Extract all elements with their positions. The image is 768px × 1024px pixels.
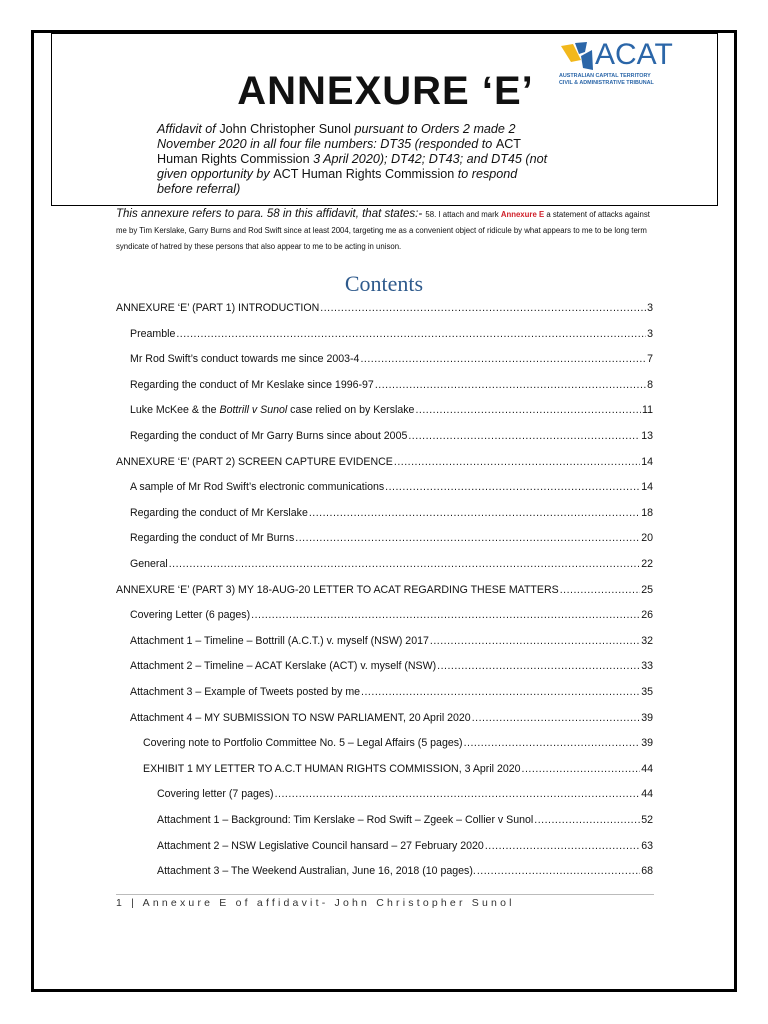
affidavit-text: pursuant to Orders 2 made 2 November 2020 in all four file numbers: DT35 (responded to <box>157 122 516 151</box>
toc-entry-label: Regarding the conduct of Mr Kerslake <box>130 506 308 519</box>
toc-entry-page: 18 <box>641 506 653 519</box>
toc-entry-page: 39 <box>641 737 653 750</box>
toc-entry-page: 3 <box>647 327 653 340</box>
toc-leader-dots <box>534 814 640 826</box>
toc-leader-dots <box>360 353 646 365</box>
footer-page-number: 1 <box>116 897 126 909</box>
toc-leader-dots <box>361 686 640 698</box>
toc-entry-page: 44 <box>641 762 653 775</box>
toc-entry-label: Attachment 1 – Timeline – Bottrill (A.C.T.) v. myself (NSW) 2017 <box>130 634 429 647</box>
toc-entry[interactable] <box>157 814 653 832</box>
header-box <box>51 33 718 206</box>
toc-entry-page: 13 <box>641 430 653 442</box>
toc-entry-label: Covering letter (7 pages) <box>157 788 274 801</box>
toc-entry[interactable] <box>143 737 653 755</box>
toc-leader-dots <box>415 404 641 416</box>
toc-entry[interactable] <box>143 763 653 781</box>
acat-logo-subtitle <box>559 73 654 87</box>
toc-leader-dots <box>472 712 641 724</box>
toc-entry-label: Preamble <box>130 327 176 340</box>
page-footer <box>116 897 515 909</box>
toc-leader-dots <box>394 456 640 468</box>
intro-text: 58. I attach and mark <box>425 210 501 219</box>
toc-entry-page: 8 <box>647 378 653 391</box>
acat-logo-line1: AUSTRALIAN CAPITAL TERRITORY <box>559 73 651 79</box>
toc-entry-label: Attachment 2 – Timeline – ACAT Kerslake (ACT) v. myself (NSW) <box>130 660 437 673</box>
acat-logo <box>557 40 697 95</box>
toc-entry[interactable] <box>116 456 653 474</box>
intro-lead: This annexure refers to para. 58 in this affidavit, that states:- <box>116 208 426 220</box>
toc-entry-page: 3 <box>647 302 653 314</box>
toc-entry-page: 7 <box>647 353 653 366</box>
toc-entry-page: 63 <box>641 839 653 852</box>
toc-entry[interactable] <box>130 558 653 576</box>
toc-entry[interactable] <box>130 507 653 525</box>
toc-entry-page: 32 <box>641 634 653 647</box>
toc-leader-dots <box>408 430 640 442</box>
toc-entry-label: Regarding the conduct of Mr Keslake since 1996-97 <box>130 378 374 391</box>
toc-entry-label: Covering note to Portfolio Committee No. 5 – Legal Affairs (5 pages) <box>143 737 463 750</box>
affidavit-commission: ACT Human Rights Commission <box>157 137 521 166</box>
toc-entry[interactable] <box>130 328 653 346</box>
toc-entry-page: 11 <box>642 404 653 417</box>
toc-leader-dots <box>169 558 641 570</box>
footer-divider <box>116 894 654 895</box>
affidavit-deponent: John Christopher Sunol <box>219 122 355 136</box>
toc-entry-page: 14 <box>641 481 653 494</box>
affidavit-description <box>157 122 552 197</box>
toc-entry[interactable] <box>130 686 653 704</box>
toc-entry[interactable] <box>130 635 653 653</box>
toc-entry[interactable] <box>116 302 653 320</box>
toc-entry-label: Regarding the conduct of Mr Garry Burns since about 2005 <box>130 430 408 442</box>
toc-entry[interactable] <box>130 430 653 448</box>
toc-entry-label: ANNEXURE ‘E’ (PART 2) SCREEN CAPTURE EVIDENCE <box>116 455 393 468</box>
toc-entry-page: 52 <box>641 814 653 826</box>
toc-entry-page: 14 <box>641 455 653 468</box>
toc-leader-dots <box>275 788 641 800</box>
affidavit-text: to respond before referral) <box>157 167 518 196</box>
toc-leader-dots <box>430 635 640 647</box>
toc-entry[interactable] <box>130 481 653 499</box>
toc-leader-dots <box>522 763 641 775</box>
toc-entry-page: 25 <box>641 583 653 596</box>
contents-heading: Contents <box>344 271 424 296</box>
toc-entry-label: Attachment 2 – NSW Legislative Council hansard – 27 February 2020 <box>157 839 484 852</box>
toc-entry[interactable] <box>130 404 653 422</box>
annexure-mark: Annexure E <box>500 210 545 219</box>
toc-entry-label: Attachment 3 – The Weekend Australian, June 16, 2018 (10 pages). <box>157 865 476 878</box>
toc-entry[interactable] <box>130 609 653 627</box>
toc-leader-dots <box>320 302 646 314</box>
toc-leader-dots <box>309 507 640 519</box>
page-title: ANNEXURE ‘E’ <box>237 69 534 113</box>
toc-entry[interactable] <box>130 353 653 371</box>
toc-entry[interactable] <box>116 584 653 602</box>
toc-entry-label: EXHIBIT 1 MY LETTER TO A.C.T HUMAN RIGHTS COMMISSION, 3 April 2020 <box>143 762 521 775</box>
affidavit-commission: ACT Human Rights Commission <box>273 167 455 181</box>
annexure-intro <box>116 206 656 255</box>
toc-entry-page: 22 <box>641 558 653 570</box>
toc-entry-page: 35 <box>641 686 653 698</box>
toc-leader-dots <box>295 532 640 544</box>
toc-entry-page: 68 <box>641 865 653 878</box>
toc-leader-dots <box>485 840 640 852</box>
toc-entry-page: 33 <box>641 660 653 673</box>
toc-entry[interactable] <box>130 379 653 397</box>
intro-text: a statement of attacks against me by Tim Kerslake, Garry Burns and Rod Swift since at least 2004, targeting me as a convenient object of ridicule by what appears to me to be long term syndicate of hatred by these persons that also appear to me to be acting in unison. <box>116 210 650 251</box>
toc-entry-label: General <box>130 558 168 570</box>
toc-leader-dots <box>437 660 640 672</box>
toc-entry-label: A sample of Mr Rod Swift’s electronic communications <box>130 481 385 494</box>
toc-entry-page: 39 <box>641 711 653 724</box>
toc-entry-page: 44 <box>641 788 653 801</box>
footer-separator: | <box>125 897 143 909</box>
toc-entry[interactable] <box>157 840 653 858</box>
toc-entry-label: Covering Letter (6 pages) <box>130 609 251 622</box>
toc-entry-page: 20 <box>641 532 653 545</box>
toc-entry-label: Regarding the conduct of Mr Burns <box>130 532 295 545</box>
toc-entry[interactable] <box>157 788 653 806</box>
toc-leader-dots <box>560 584 641 596</box>
toc-entry[interactable] <box>157 865 653 883</box>
toc-leader-dots <box>464 737 641 749</box>
toc-entry[interactable] <box>130 712 653 730</box>
toc-leader-dots <box>477 865 640 877</box>
toc-entry-label: ANNEXURE ‘E’ (PART 1) INTRODUCTION <box>116 302 320 314</box>
toc-entry[interactable] <box>130 532 653 550</box>
toc-entry-label: Luke McKee & the Bottrill v Sunol case relied on by Kerslake <box>130 404 415 417</box>
footer-text: Annexure E of affidavit- John Christopher Sunol <box>142 897 515 909</box>
acat-logo-icon <box>559 40 595 74</box>
toc-entry-page: 26 <box>641 609 653 622</box>
acat-logo-line2: CIVIL & ADMINISTRATIVE TRIBUNAL <box>559 80 654 86</box>
toc-leader-dots <box>251 609 640 621</box>
toc-leader-dots <box>375 379 646 391</box>
toc-leader-dots <box>176 328 646 340</box>
toc-entry-label: Attachment 4 – MY SUBMISSION TO NSW PARLIAMENT, 20 April 2020 <box>130 711 471 724</box>
toc-entry-label: Attachment 3 – Example of Tweets posted by me <box>130 686 361 698</box>
acat-logo-name: ACAT <box>595 38 673 71</box>
affidavit-text: 3 April 2020); DT42; DT43; and DT45 (not given opportunity by <box>157 152 548 181</box>
toc-entry[interactable] <box>130 660 653 678</box>
toc-entry-label: Attachment 1 – Background: Tim Kerslake – Rod Swift – Zgeek – Collier v Sunol <box>157 814 534 826</box>
toc-leader-dots <box>385 481 640 493</box>
toc-entry-label: ANNEXURE ‘E’ (PART 3) MY 18-AUG-20 LETTER TO ACAT REGARDING THESE MATTERS <box>116 583 559 596</box>
affidavit-text: Affidavit of <box>157 122 220 136</box>
toc-entry-label: Mr Rod Swift’s conduct towards me since 2003-4 <box>130 353 360 366</box>
